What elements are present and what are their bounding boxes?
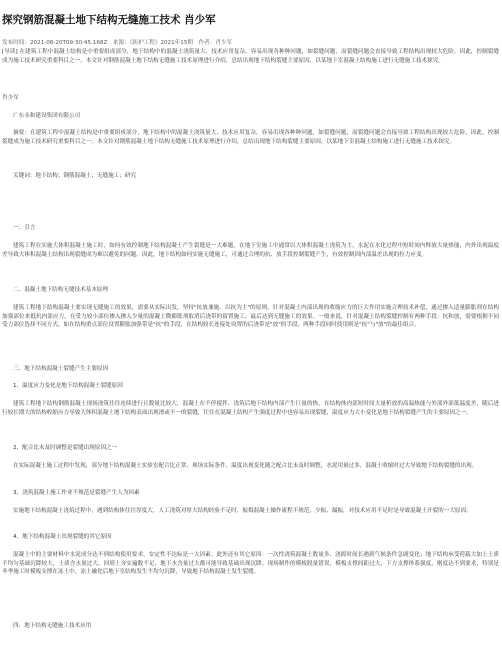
subsection-3-4-paragraph: 混凝土中的主要材料中水泥成分达不到结构使用要求、安定性不达标是一大因素。此外还有其它原因：一次性浇筑混凝土数量多、浇捣时间长遇到气候条件急剧变化；地下结构承受荷载大加上土质不均匀基础沉降较大，土质含水量过大、回填土夯实遍数不足、地下水含量过大都可能导致基础出现沉降。现场制作的模板脱量错误，模板支撑间距过大，下方支撑体系强度、刚度达不到要求，特别是冬季施工时模板支撑在冻土中，冻土融化后地下室结构发生不均匀沉降，导致地下结构混凝土发生裂缝。 [2, 552, 499, 576]
section-heading-1: 一、引言 [13, 225, 36, 231]
subsection-3-2-paragraph: 在实际混凝土施工过程中发现，部分地下结构混凝土实验室配合比正常，现场实际条件、温度出现变化随之配合比未及时调整，水泥用量过多，混凝土收缩时过大导致地下结构裂缝的出现。 [13, 463, 478, 469]
section-heading-4: 四、地下结构无缝施工技术应用 [13, 623, 92, 629]
subsection-heading-3-2: 2、配合比未及时调整是裂缝出现原因之一 [13, 445, 118, 451]
subsection-3-1-paragraph: 建筑工程地下结构钢筋混凝土现场浇筑往往连续进行且数量比较大，混凝土在不停搅拌、浇筑后地下结构内部产生巨量的热，在结构体内部短时间大量析放的高温热能与外部外部低温度差，随后进行较长期大的结构收缩应力导致大体积混凝土地下结构表面出现滑或不一的裂缝，往往在混凝土结构产生强度过程中也容易出现裂缝，温度应力大小变化是地下结构裂缝产生的主要原因之一。 [2, 401, 499, 416]
abstract-paragraph: 摘要：在建筑工程中混凝土结构是中重要组成部分，地下结构中的混凝土浇筑量大、技术应用复杂，容易出现各种种问题，如裂缝问题，而裂缝问题会直接导致工程结构出现较大危险。因此，控制裂缝成为施工技术研究重要科目之一。本文针对钢筋混凝土地下结构无缝施工技术原理进行介绍，总结出现地下结构裂缝主要原因，以某地下室混凝土结构施工进行无缝施工技术探究。 [2, 130, 499, 145]
keywords: 关键词：地下结构；钢筋混凝土；无缝施工；研究 [13, 173, 137, 179]
subsection-heading-3-1: 1、温度应力变化是地下结构混凝土裂缝原因 [13, 383, 123, 389]
author-name: 肖少军 [2, 95, 19, 101]
section-2-paragraph: 建筑工程地下结构混凝土要实现无缝施工的效果，需要从实际出发，坚持"抗放兼施、以抗为主"的原则，针对混凝土内部出现的收缩应力的巨大作用实施合理技术补偿，通过掺入适量膨胀剂在结构加强部位来抵抗内部应力，在受力较小部位掺入掺入少量的混凝土微膨胀剂取消后浇带的留置施工，最后达到无缝施工的效果。一般来说，针对混凝土结构裂缝控制有两种手段：抗和放，需要根据不同受力部位选择不同方式，如在结构重点部位设置膨胀加强带是"抗"的手段，在结构较长连接处设置的后浇带是"放"的手段，两种手段同时使用则是"抗"与"放"的最佳组合。 [2, 305, 499, 329]
article-meta: 发布时间：2021-08-20T09:30:45.168Z 来源：《防护工程》2021年15期 作者：肖少军 [2, 40, 233, 46]
subsection-3-3-paragraph: 实施地下结构混凝土浇筑过程中，遇到结构体往往厚度大，人工浇筑对厚大结构经验不足时，振捣混凝土操作流程不规范，少振、漏振，对技术应用不足时是导致混凝土开裂的一大原因。 [13, 508, 472, 514]
author-organization: 广东永和建设集团有限公司 [13, 113, 81, 119]
intro-abstract: [导读] 在建筑工程中混凝土结构是中重要组成部分，地下结构中的混凝土浇筑量大、技术应用复杂，容易出现各种种问题，如裂缝问题，而裂缝问题会直接导致工程结构出现较大危险。因此，控制裂缝成为施工技术研究重要科目之一。本文针对钢筋混凝土地下结构无缝施工技术原理进行介绍，总结出现地下结构裂缝主要原因，以某地下室混凝土结构施工进行无缝施工技术探究。 [2, 49, 499, 64]
subsection-heading-3-4: 4、地下结构混凝土出现裂缝的其它原因 [13, 534, 112, 540]
section-heading-3: 三、地下结构混凝土裂缝产生主要原因 [13, 366, 109, 372]
section-1-paragraph: 建筑工程在实施大体积混凝土施工时，如何有效控制地下结构混凝土产生裂缝是一大难题。在地下室施工中通常以大体积混凝土浇筑为主，水泥在水化过程中短时间内释放大量热能，内外出现温度差导致大体积混凝土结构出现裂缝成为难以避免的问题。因此，地下结构如何实施无缝施工，可通过合理的抗、放手段控制裂缝产生，有效控制因内部温差出现的拉力应变。 [2, 243, 499, 258]
section-heading-2: 二、混凝土地下结构无缝技术基本原理 [13, 287, 109, 293]
subsection-heading-3-3: 3、浇筑混凝土施工作业不规范是裂缝产生人为因素 [13, 490, 140, 496]
article-title: 探究钢筋混凝土地下结构无缝施工技术 肖少军 [2, 14, 216, 26]
